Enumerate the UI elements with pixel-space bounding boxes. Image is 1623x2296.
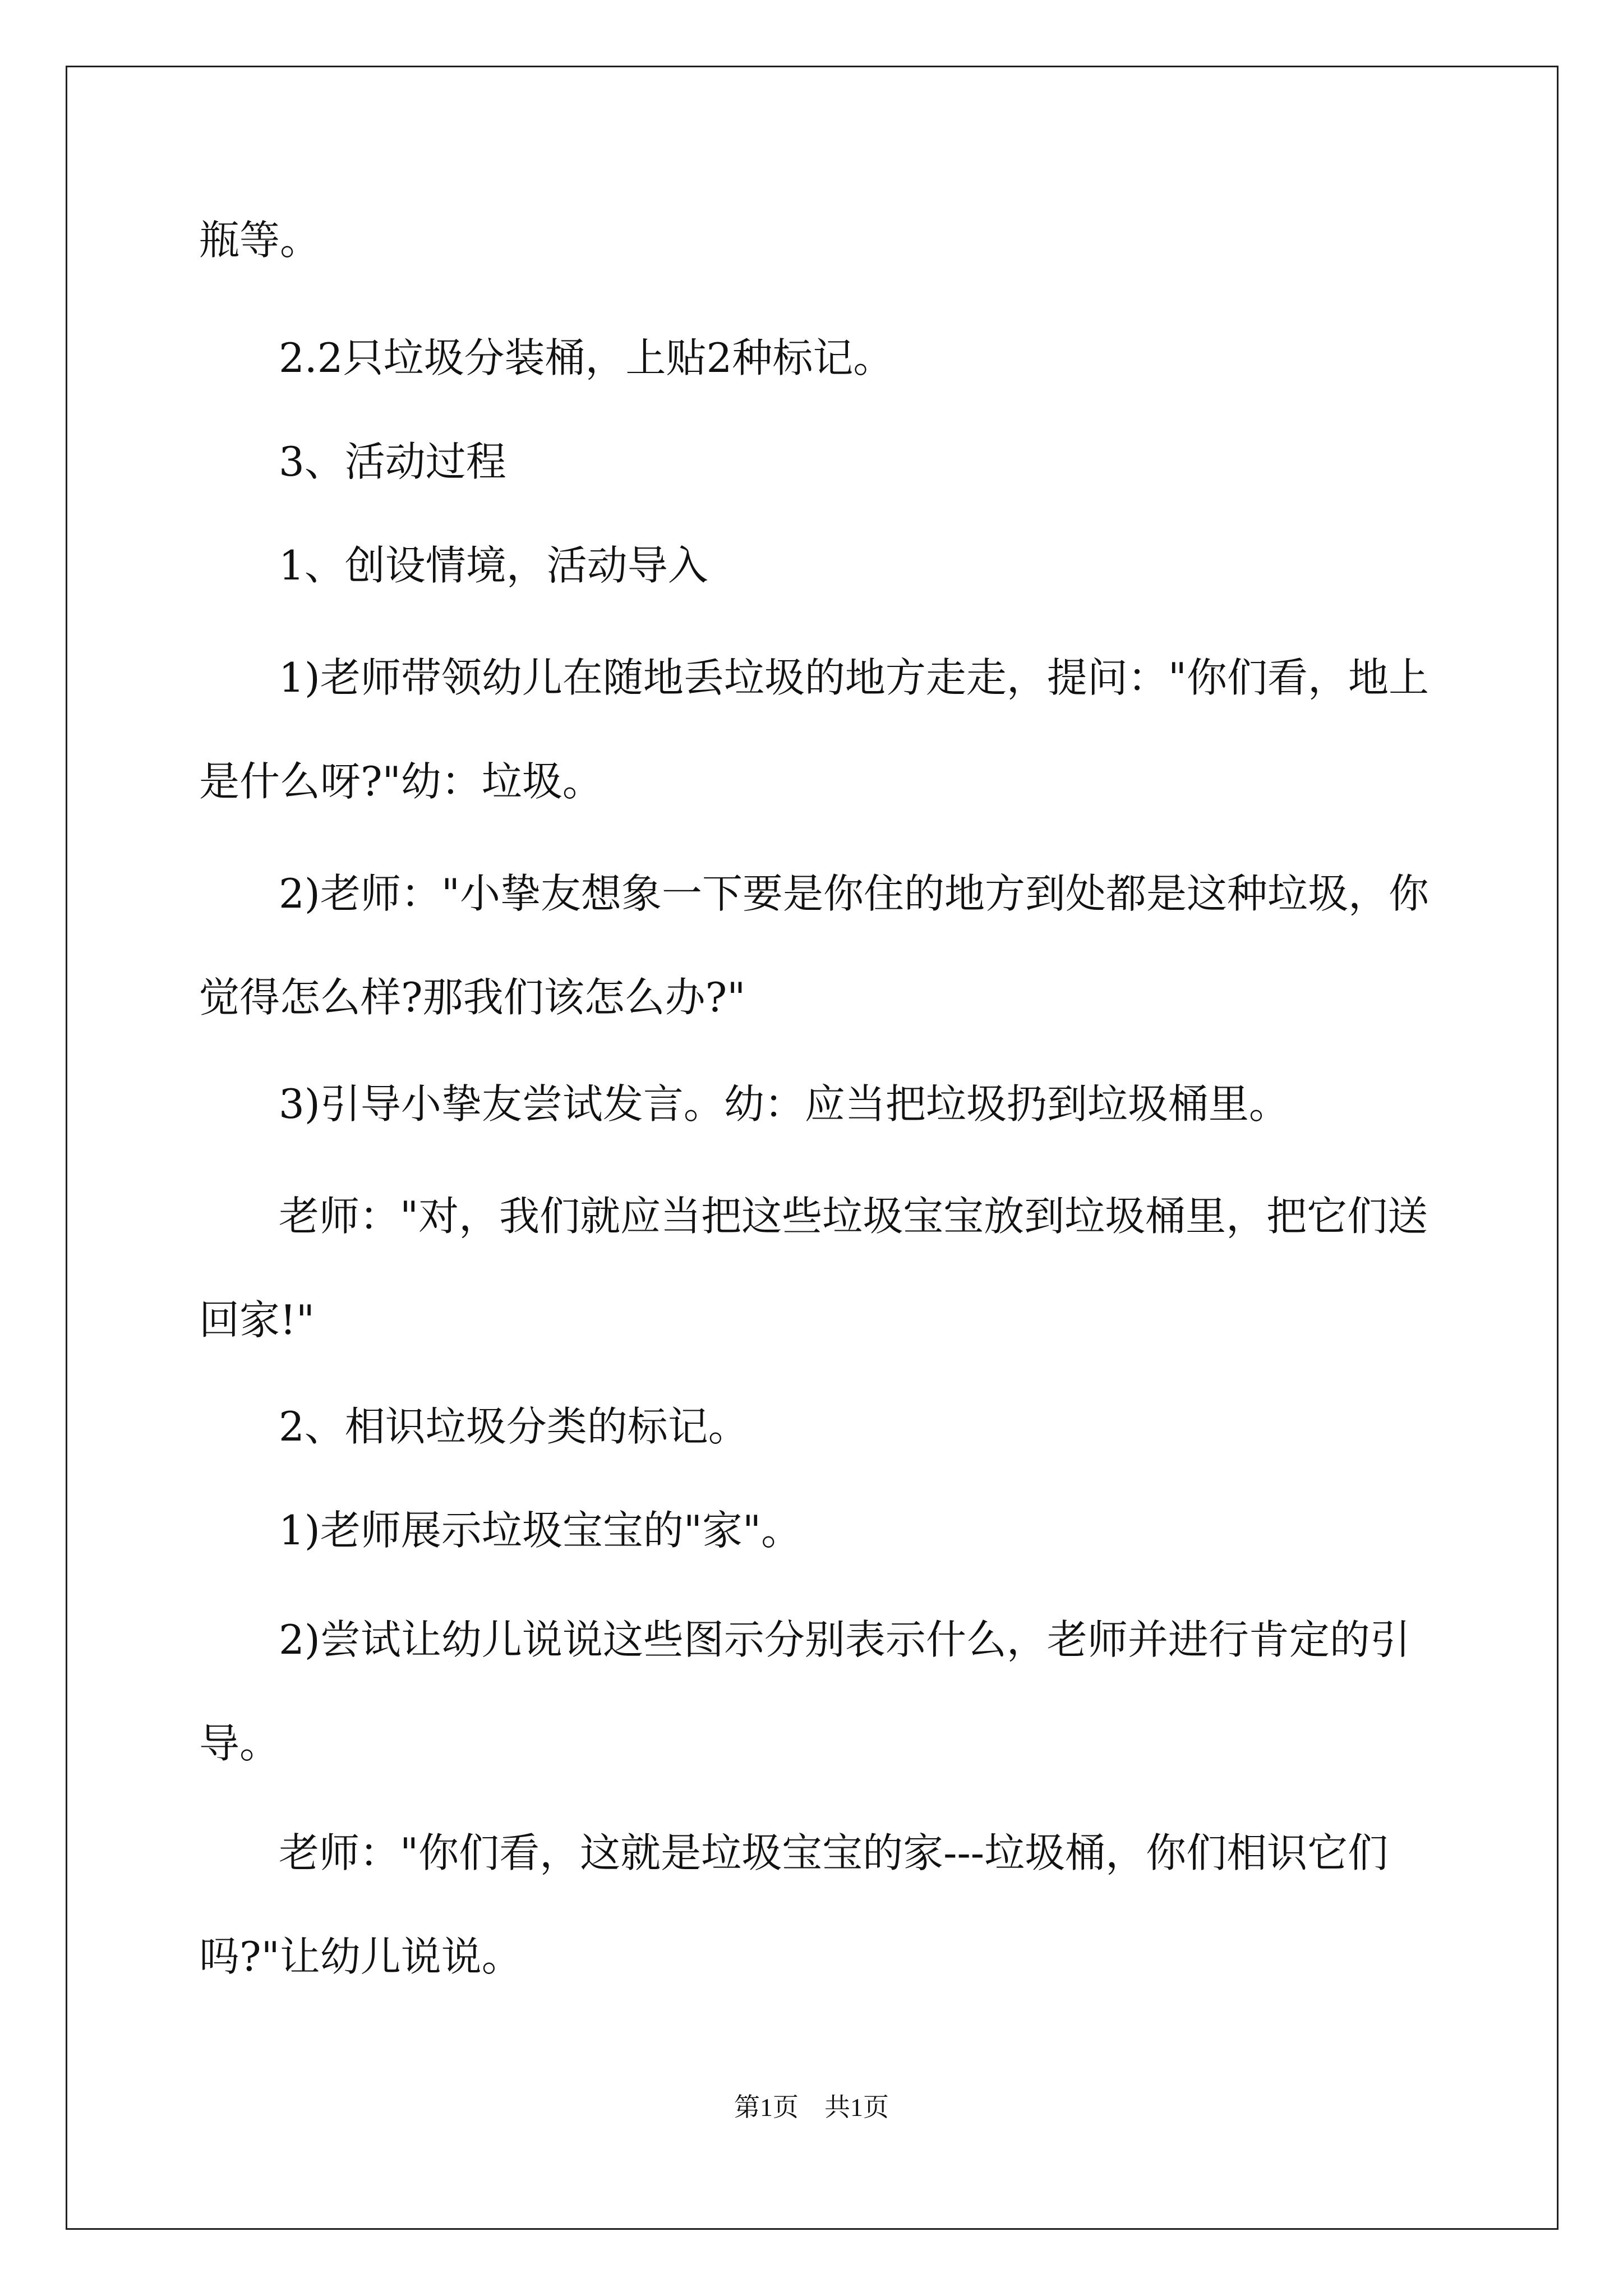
text-line: 是什么呀?"幼：垃圾。 xyxy=(199,758,603,805)
text-line: 3)引导小挚友尝试发言。幼：应当把垃圾扔到垃圾桶里。 xyxy=(279,1080,1289,1128)
page-footer xyxy=(0,2091,1623,2124)
text-line: 2.2只垃圾分装桶，上贴2种标记。 xyxy=(279,334,894,381)
text-line: 吗?"让幼儿说说。 xyxy=(199,1933,522,1980)
text-line: 导。 xyxy=(199,1720,280,1767)
text-line: 2)尝试让幼儿说说这些图示分别表示什么，老师并进行肯定的引 xyxy=(279,1616,1410,1663)
text-line: 2)老师："小挚友想象一下要是你住的地方到处都是这种垃圾，你 xyxy=(279,870,1430,917)
text-line: 2、相识垃圾分类的标记。 xyxy=(279,1403,749,1450)
text-line: 1)老师展示垃圾宝宝的"家"。 xyxy=(279,1507,802,1554)
text-line: 老师："对，我们就应当把这些垃圾宝宝放到垃圾桶里，把它们送 xyxy=(279,1193,1428,1240)
page-total: 共1页 xyxy=(824,2093,889,2122)
text-line: 老师："你们看，这就是垃圾宝宝的家---垃圾桶，你们相识它们 xyxy=(279,1829,1389,1876)
text-line: 1、创设情境，活动导入 xyxy=(279,542,708,589)
page-border xyxy=(66,66,1559,2230)
text-line: 觉得怎么样?那我们该怎么办?" xyxy=(199,974,746,1021)
text-line: 瓶等。 xyxy=(199,217,321,264)
text-line: 3、活动过程 xyxy=(279,438,506,485)
page-number: 第1页 xyxy=(734,2093,799,2122)
text-line: 回家!" xyxy=(199,1296,315,1343)
text-line: 1)老师带领幼儿在随地丢垃圾的地方走走，提问："你们看，地上 xyxy=(279,654,1430,701)
